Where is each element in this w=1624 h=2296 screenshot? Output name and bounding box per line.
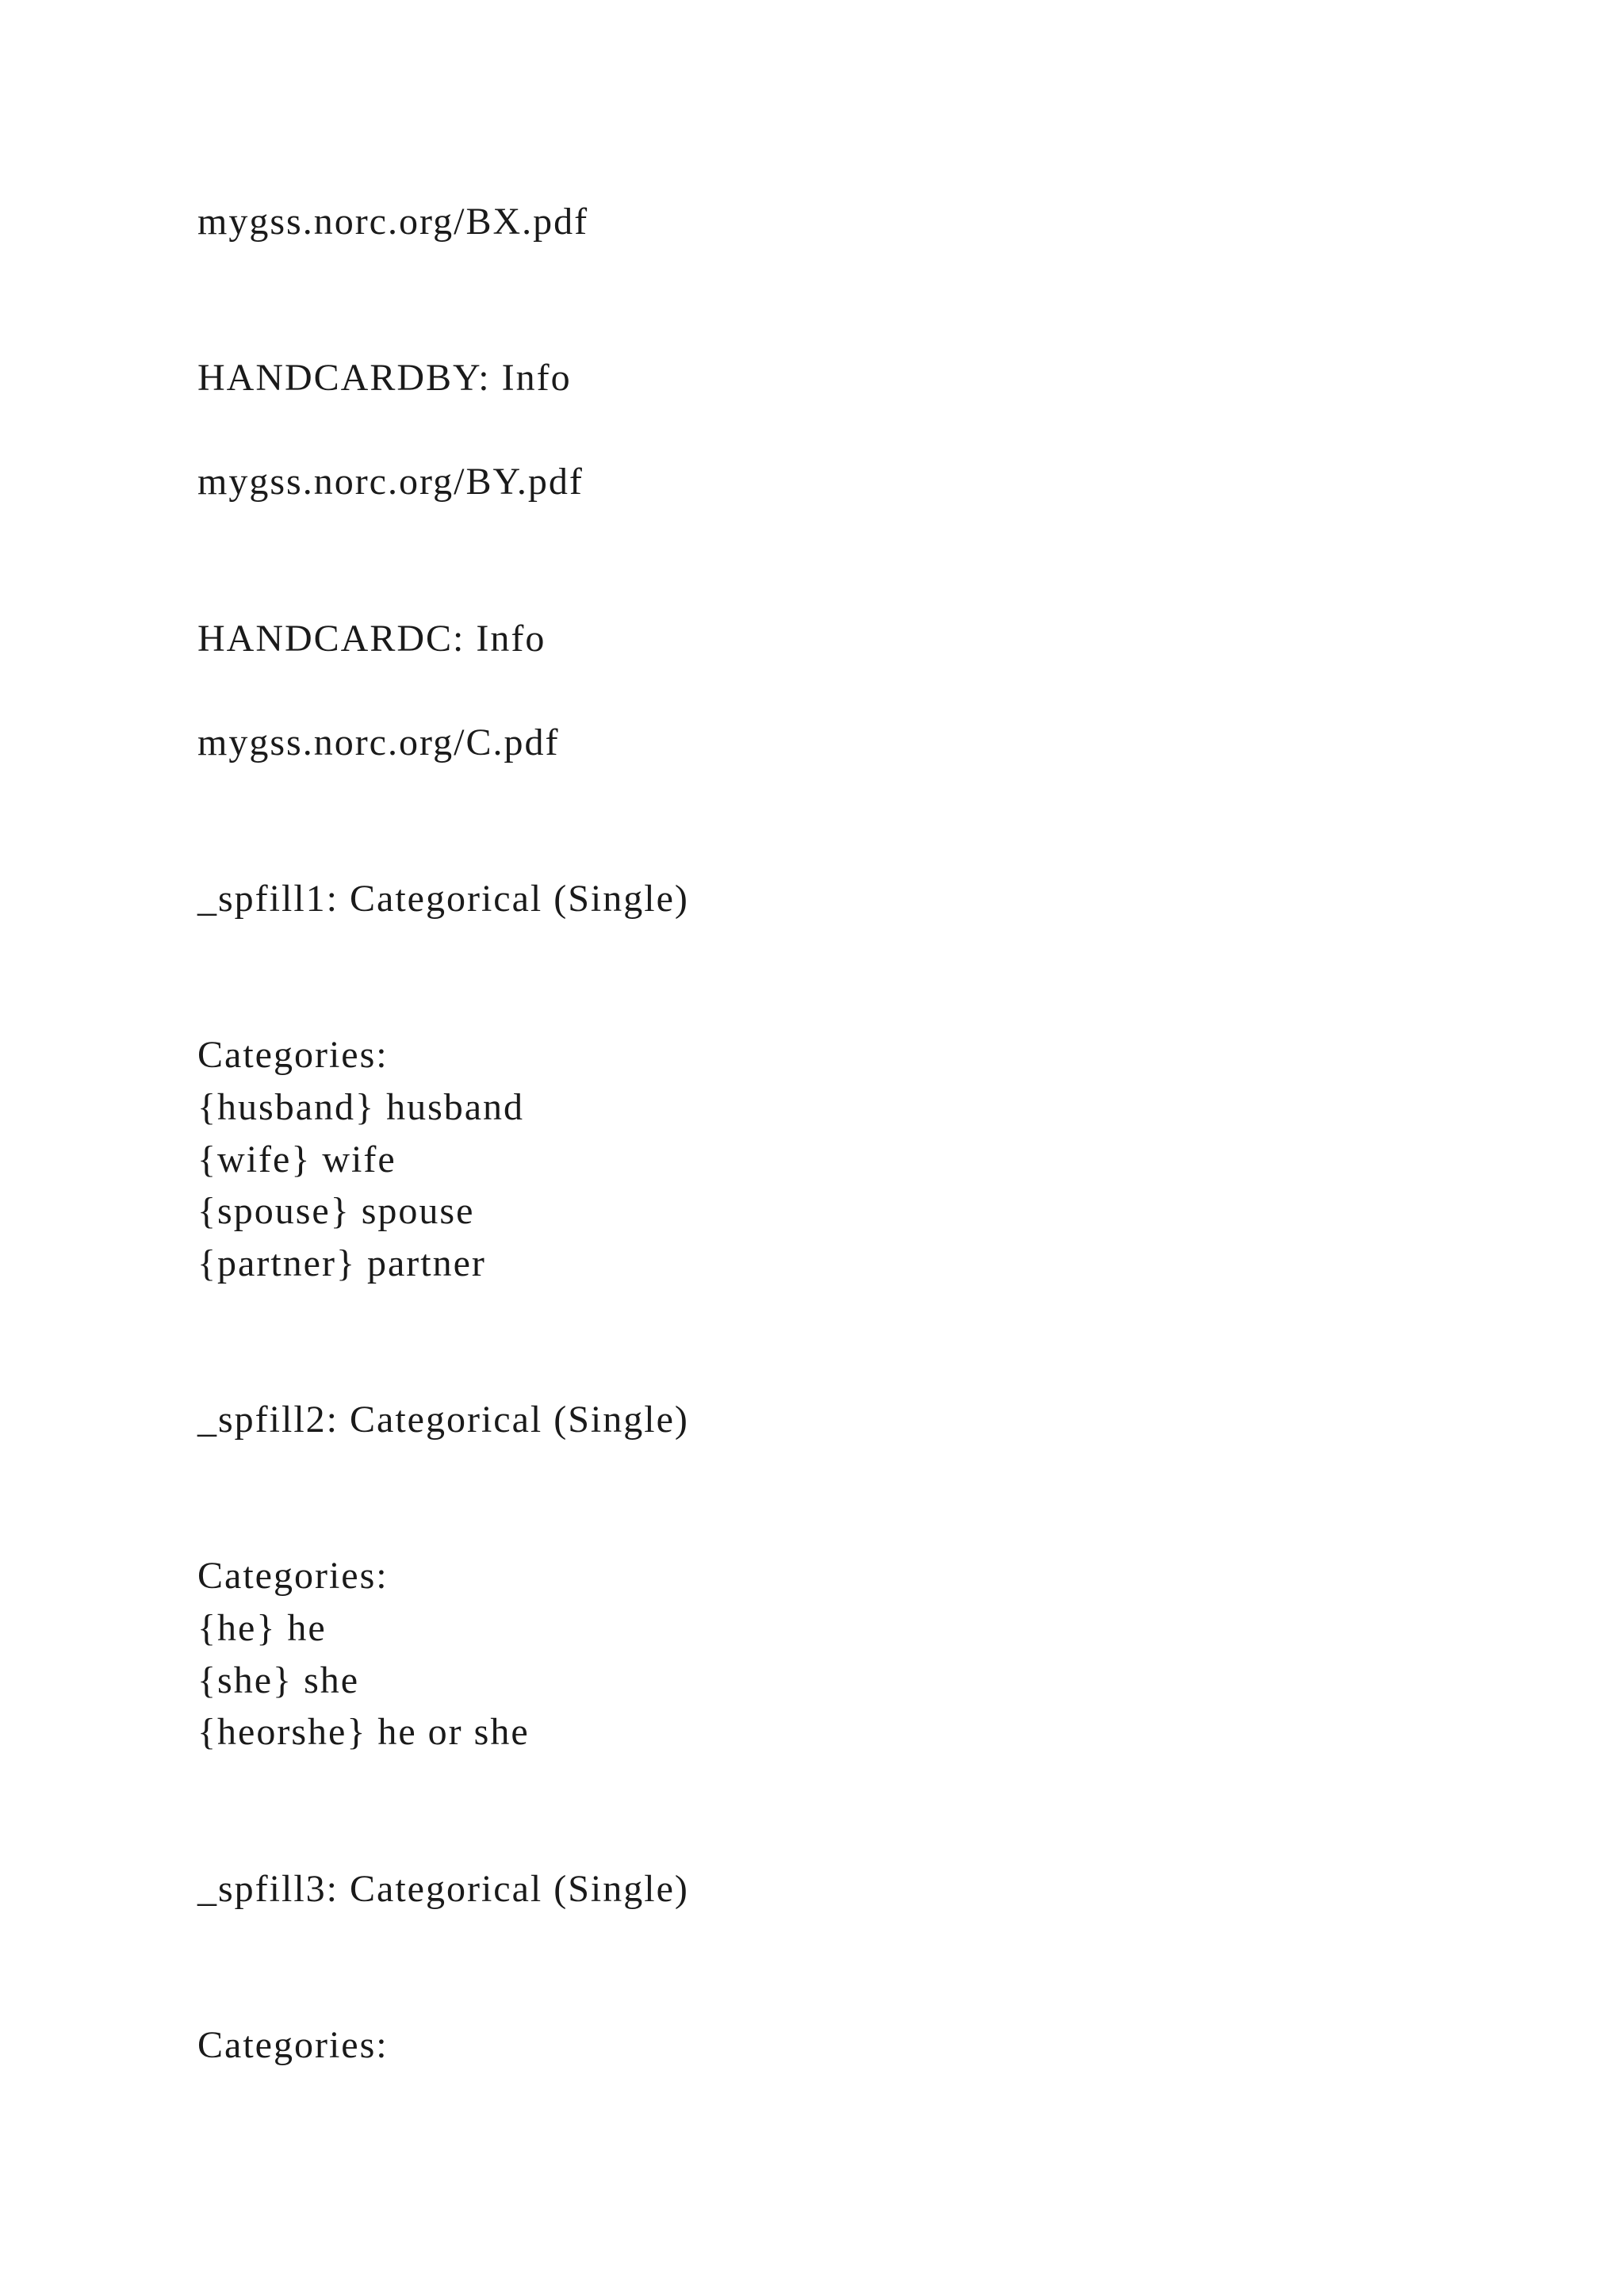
spfill3-heading: _spfill3: Categorical (Single) <box>197 1868 689 1910</box>
handcard-by-url: mygss.norc.org/BY.pdf <box>197 461 584 503</box>
spfill3-categories-label: Categories: <box>197 2024 389 2066</box>
spfill2-category-item: {heorshe} he or she <box>197 1711 530 1753</box>
spfill1-category-item: {husband} husband <box>197 1086 525 1128</box>
spfill1-category-item: {spouse} spouse <box>197 1190 475 1232</box>
spfill2-categories-label: Categories: <box>197 1555 389 1597</box>
spfill1-categories-label: Categories: <box>197 1034 389 1076</box>
handcard-c-heading: HANDCARDC: Info <box>197 618 546 660</box>
spfill2-category-item: {she} she <box>197 1659 360 1701</box>
handcard-c-url: mygss.norc.org/C.pdf <box>197 721 560 763</box>
spfill1-category-item: {partner} partner <box>197 1242 486 1284</box>
spfill2-category-item: {he} he <box>197 1607 327 1649</box>
handcard-by-heading: HANDCARDBY: Info <box>197 357 572 399</box>
spfill1-heading: _spfill1: Categorical (Single) <box>197 878 689 920</box>
url-bx: mygss.norc.org/BX.pdf <box>197 201 589 243</box>
spfill1-category-item: {wife} wife <box>197 1138 396 1181</box>
spfill2-heading: _spfill2: Categorical (Single) <box>197 1399 689 1441</box>
